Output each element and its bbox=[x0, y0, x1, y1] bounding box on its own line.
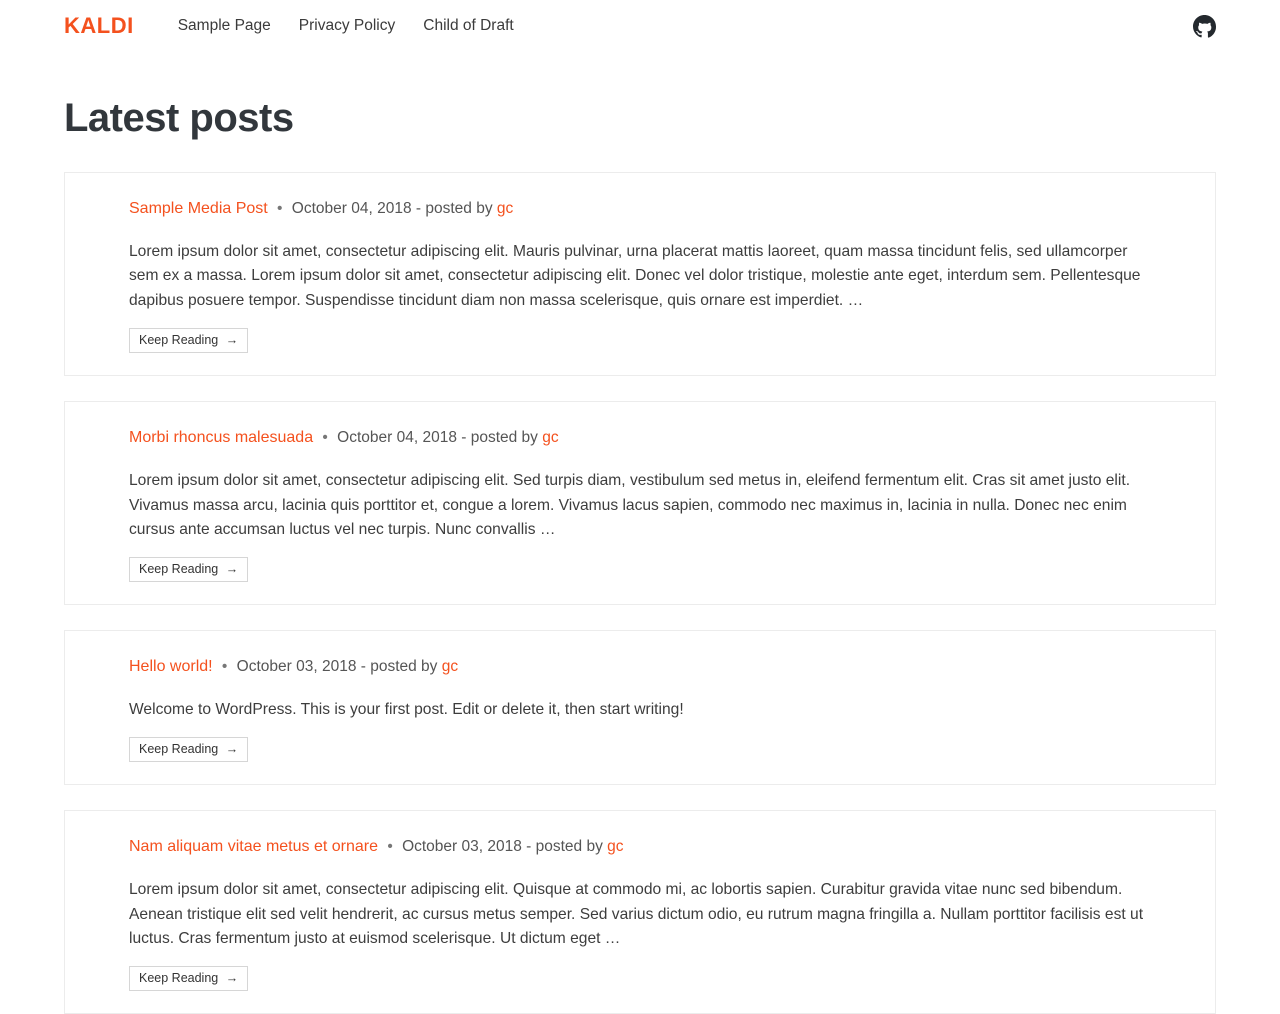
arrow-right-icon: → bbox=[225, 332, 239, 347]
nav-item-child-of-draft[interactable]: Child of Draft bbox=[423, 17, 514, 34]
nav-item-sample-page[interactable]: Sample Page bbox=[177, 17, 271, 34]
post-author-link[interactable]: gc bbox=[542, 429, 559, 447]
post-meta bbox=[129, 837, 1151, 858]
github-link[interactable] bbox=[1193, 15, 1216, 38]
posted-by-label: - posted by bbox=[415, 200, 493, 217]
posted-by-label: - posted by bbox=[526, 838, 603, 856]
header-actions bbox=[1193, 15, 1216, 38]
post-author-link[interactable]: gc bbox=[496, 200, 514, 217]
github-icon bbox=[1193, 15, 1216, 38]
posted-by-label: - posted by bbox=[461, 429, 538, 447]
post-author-link[interactable]: gc bbox=[441, 658, 459, 676]
keep-reading-label: Keep Reading bbox=[139, 741, 219, 756]
post-list-item bbox=[64, 172, 1216, 376]
post-list-item bbox=[64, 630, 1216, 785]
post-title-link[interactable]: Sample Media Post bbox=[129, 200, 268, 217]
post-excerpt: Welcome to WordPress. This is your first post. Edit or delete it, then start writing! bbox=[129, 701, 684, 719]
post-meta bbox=[129, 199, 1151, 220]
post-date: October 03, 2018 bbox=[402, 838, 522, 856]
keep-reading-label: Keep Reading bbox=[139, 332, 219, 347]
post-date: October 04, 2018 bbox=[337, 429, 457, 447]
meta-bullet: • bbox=[277, 200, 283, 217]
post-excerpt: Lorem ipsum dolor sit amet, consectetur adipiscing elit. Mauris pulvinar, urna placerat mattis laoreet, quam massa tincidunt felis, sed ullamcorper sem ex a massa. Lorem ipsum dolor sit amet, consectetur adipiscing elit. Donec vel dolor tristique, molestie ante eget, interdum sem. Pellentesque dapibus posuere tempor. Suspendisse tincidunt diam non massa scelerisque, quis ornare est imperdiet. … bbox=[129, 242, 1141, 310]
keep-reading-button[interactable] bbox=[129, 737, 248, 763]
arrow-right-icon: → bbox=[225, 741, 239, 756]
nav-item-privacy-policy[interactable]: Privacy Policy bbox=[298, 17, 396, 34]
keep-reading-button[interactable] bbox=[129, 328, 248, 354]
post-meta bbox=[129, 657, 1151, 678]
post-date: October 03, 2018 bbox=[236, 658, 357, 676]
main-content bbox=[0, 96, 1280, 1014]
meta-bullet: • bbox=[221, 658, 228, 676]
primary-navigation bbox=[178, 17, 514, 35]
keep-reading-button[interactable] bbox=[129, 966, 248, 992]
page-title: Latest posts bbox=[64, 96, 294, 140]
post-excerpt: Lorem ipsum dolor sit amet, consectetur adipiscing elit. Quisque at commodo mi, ac lobortis sapien. Curabitur gravida vitae nunc sed bibendum. Aenean tristique elit sed velit hendrerit, ac cursus metus semper. Sed varius dictum odio, eu rutrum magna fringilla a. Nullam porttitor facilisis est ut luctus. Cras fermentum justo at euismod scelerisque. Ut dictum eget … bbox=[129, 881, 1144, 948]
post-list-item bbox=[64, 810, 1216, 1014]
meta-bullet: • bbox=[387, 838, 393, 856]
post-title-link[interactable]: Hello world! bbox=[129, 658, 213, 676]
site-header bbox=[0, 0, 1280, 52]
post-author-link[interactable]: gc bbox=[607, 838, 624, 856]
keep-reading-label: Keep Reading bbox=[139, 561, 219, 576]
post-excerpt: Lorem ipsum dolor sit amet, consectetur adipiscing elit. Sed turpis diam, vestibulum sed metus in, eleifend fermentum elit. Cras sit amet justo elit. Vivamus massa arcu, lacinia quis porttitor et, congue a lorem. Vivamus lacus sapien, commodo nec maximus in, lacinia in nulla. Donec nec enim cursus ante accumsan luctus vel nec turpis. Nunc convallis … bbox=[129, 471, 1131, 539]
post-title-link[interactable]: Morbi rhoncus malesuada bbox=[129, 429, 314, 447]
site-logo[interactable]: KALDI bbox=[64, 13, 134, 38]
post-title-link[interactable]: Nam aliquam vitae metus et ornare bbox=[129, 838, 378, 856]
keep-reading-label: Keep Reading bbox=[139, 970, 219, 985]
keep-reading-button[interactable] bbox=[129, 557, 248, 583]
post-meta bbox=[129, 428, 1151, 449]
post-list-item bbox=[64, 401, 1216, 605]
post-date: October 04, 2018 bbox=[291, 200, 412, 217]
meta-bullet: • bbox=[322, 429, 328, 447]
posted-by-label: - posted by bbox=[360, 658, 438, 676]
arrow-right-icon: → bbox=[225, 561, 239, 576]
arrow-right-icon: → bbox=[225, 970, 239, 985]
